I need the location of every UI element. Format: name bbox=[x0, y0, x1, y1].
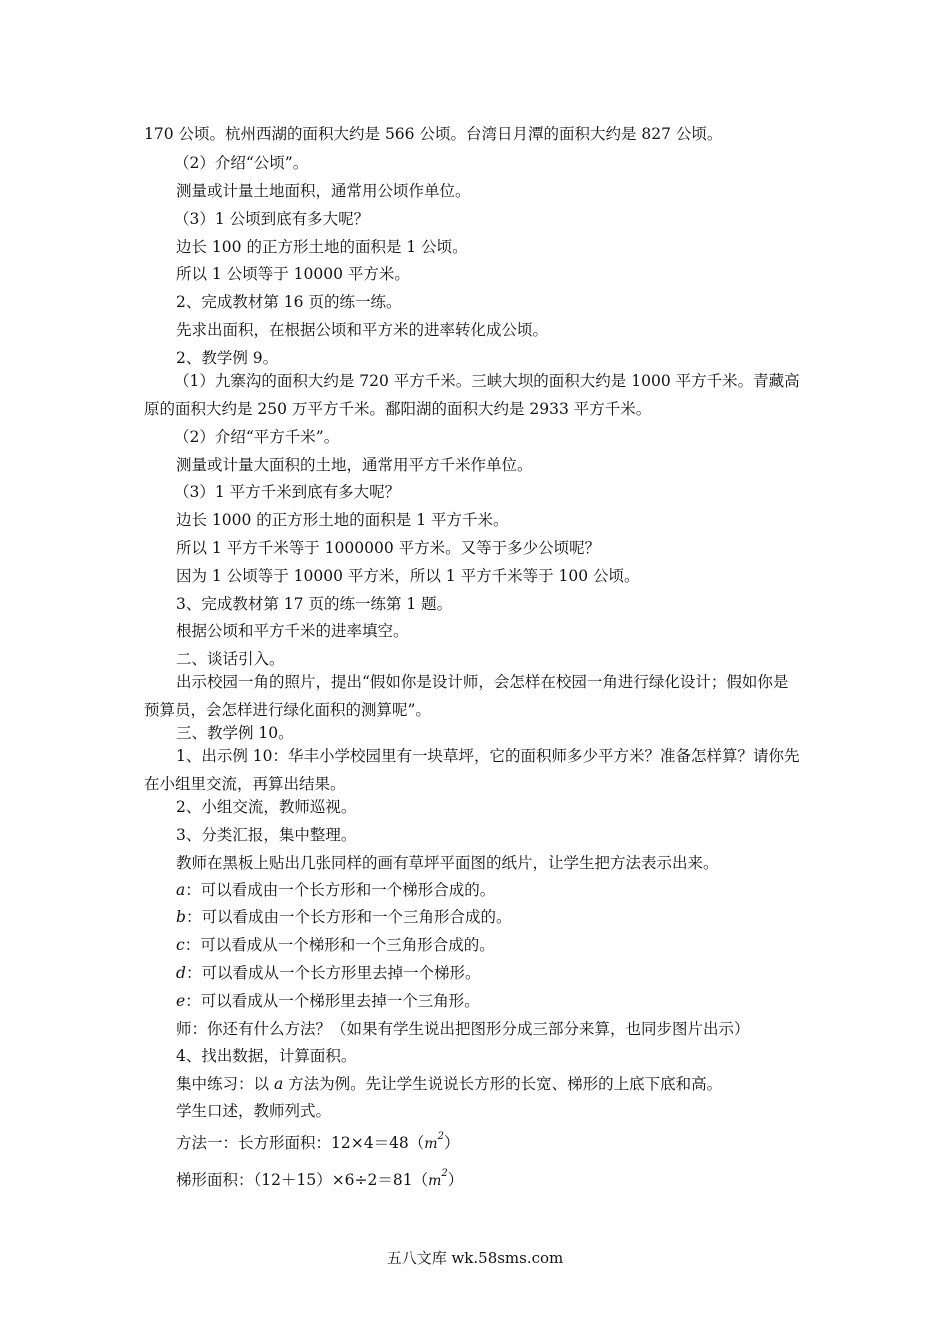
method-key: a bbox=[176, 881, 186, 899]
method-key: c bbox=[176, 936, 185, 954]
text-line: （3）1 公顷到底有多大呢？ bbox=[174, 210, 370, 228]
text-line: 3、分类汇报，集中整理。 bbox=[176, 826, 357, 844]
text-line bbox=[176, 1074, 722, 1094]
method-text: ：可以看成由一个长方形和一个三角形合成的。 bbox=[185, 908, 512, 926]
formula-text: 方法一：长方形面积：12×4＝48（ bbox=[176, 1134, 425, 1152]
text-span: 集中练习：以 bbox=[176, 1075, 274, 1093]
method-item-c bbox=[176, 935, 495, 955]
text-line: 学生口述，教师列式。 bbox=[176, 1102, 332, 1120]
text-span: 方法为例。先让学生说说长方形的长宽、梯形的上底下底和高。 bbox=[283, 1075, 723, 1093]
formula-line bbox=[176, 1170, 463, 1193]
text-line: 师：你还有什么方法？（如果有学生说出把图形分成三部分来算，也同步图片出示） bbox=[176, 1020, 750, 1038]
text-line: （2）介绍“公顷”。 bbox=[174, 154, 309, 172]
text-line: 边长 1000 的正方形土地的面积是 1 平方千米。 bbox=[176, 511, 509, 529]
method-text: ：可以看成由一个长方形和一个梯形合成的。 bbox=[185, 881, 496, 899]
text-line: 2、完成教材第 16 页的练一练。 bbox=[176, 293, 402, 311]
method-text: ：可以看成从一个梯形里去掉一个三角形。 bbox=[185, 992, 480, 1010]
text-line: 根据公顷和平方千米的进率填空。 bbox=[176, 622, 409, 640]
text-paragraph: 1、出示例 10：华丰小学校园里有一块草坪，它的面积师多少平方米？准备怎样算？请你先在小组里交流，再算出结果。 bbox=[144, 747, 800, 793]
text-line: 测量或计量土地面积，通常用公顷作单位。 bbox=[176, 182, 471, 200]
text-line: 边长 100 的正方形土地的面积是 1 公顷。 bbox=[176, 238, 468, 256]
text-line: 2、小组交流，教师巡视。 bbox=[176, 798, 357, 816]
formula-close: ） bbox=[443, 1134, 460, 1152]
text-line: 4、找出数据，计算面积。 bbox=[176, 1047, 357, 1065]
formula-close: ） bbox=[447, 1171, 464, 1189]
text-line: 测量或计量大面积的土地，通常用平方千米作单位。 bbox=[176, 456, 533, 474]
method-text: ：可以看成从一个长方形里去掉一个梯形。 bbox=[185, 964, 481, 982]
unit-symbol: m bbox=[428, 1173, 442, 1189]
text-line: 2、教学例 9。 bbox=[176, 349, 279, 367]
formula-line bbox=[176, 1133, 459, 1156]
method-item-d bbox=[176, 963, 480, 983]
text-paragraph: （1）九寨沟的面积大约是 720 平方千米。三峡大坝的面积大约是 1000 平方千米。青藏高原的面积大约是 250 万平方千米。鄱阳湖的面积大约是 2933 平方千米。 bbox=[144, 372, 800, 418]
unit-symbol: m bbox=[424, 1136, 438, 1152]
formula-text: 梯形面积：（12＋15）×6÷2＝81（ bbox=[176, 1171, 429, 1189]
text-line: 3、完成教材第 17 页的练一练第 1 题。 bbox=[176, 595, 453, 613]
unit-exponent: 2 bbox=[437, 1131, 444, 1142]
section-heading: 三、教学例 10。 bbox=[176, 724, 294, 742]
page-footer: 五八文库 wk.58sms.com bbox=[386, 1249, 564, 1267]
method-item-e bbox=[176, 991, 480, 1011]
text-line: 教师在黑板上贴出几张同样的画有草坪平面图的纸片，让学生把方法表示出来。 bbox=[176, 854, 719, 872]
method-key: b bbox=[176, 908, 186, 926]
unit-exponent: 2 bbox=[441, 1168, 448, 1179]
text-line: （3）1 平方千米到底有多大呢？ bbox=[174, 483, 401, 501]
method-key: d bbox=[176, 964, 186, 982]
method-item-b bbox=[176, 907, 511, 927]
method-item-a bbox=[176, 880, 495, 900]
section-heading: 二、谈话引入。 bbox=[176, 650, 285, 668]
method-key: e bbox=[176, 992, 186, 1010]
text-line: 先求出面积，在根据公顷和平方米的进率转化成公顷。 bbox=[176, 321, 549, 339]
method-text: ：可以看成从一个梯形和一个三角形合成的。 bbox=[184, 936, 495, 954]
text-paragraph: 出示校园一角的照片，提出“假如你是设计师，会怎样在校园一角进行绿化设计；假如你是预算员，会怎样进行绿化面积的测算呢”。 bbox=[144, 673, 789, 719]
text-line: 因为 1 公顷等于 10000 平方米，所以 1 平方千米等于 100 公顷。 bbox=[176, 567, 640, 585]
text-line: 所以 1 公顷等于 10000 平方米。 bbox=[176, 265, 410, 283]
text-line: 所以 1 平方千米等于 1000000 平方米。又等于多少公顷呢？ bbox=[176, 539, 601, 557]
method-key: a bbox=[273, 1075, 284, 1093]
text-line: （2）介绍“平方千米”。 bbox=[174, 428, 340, 446]
text-line: 170 公顷。杭州西湖的面积大约是 566 公顷。台湾日月潭的面积大约是 827 公顷。 bbox=[144, 125, 723, 143]
